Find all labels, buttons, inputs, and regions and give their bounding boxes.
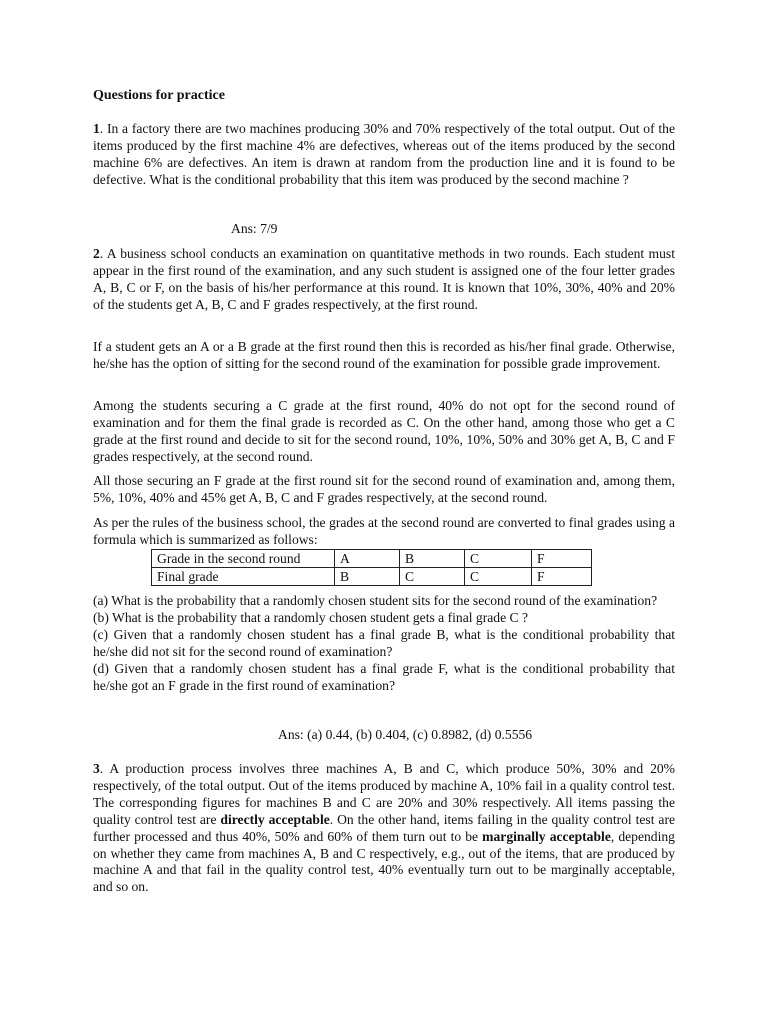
grade-conversion-table xyxy=(151,549,592,586)
question-3-text-2: . On the other hand, items failing in the quality control test are further processed and thus 40%, 50% and 60% of them turn out to be xyxy=(93,811,676,844)
table-row xyxy=(152,568,592,586)
table-row xyxy=(152,550,592,568)
directly-acceptable-term: directly acceptable xyxy=(220,811,330,827)
table-cell: F xyxy=(532,550,592,568)
question-3-number: 3 xyxy=(93,761,100,776)
table-cell: B xyxy=(335,568,400,586)
question-2-answer: Ans: (a) 0.44, (b) 0.404, (c) 0.8982, (d) 0.5556 xyxy=(278,727,533,742)
table-cell: C xyxy=(465,568,532,586)
table-cell: A xyxy=(335,550,400,568)
table-cell: F xyxy=(532,568,592,586)
question-2 xyxy=(93,246,675,314)
question-1-number: 1 xyxy=(93,121,100,136)
question-1 xyxy=(93,121,675,189)
subquestion-b: (b) What is the probability that a randomly chosen student gets a final grade C ? xyxy=(93,609,529,625)
subquestion-a: (a) What is the probability that a randomly chosen student sits for the second round of the examination? xyxy=(93,593,658,608)
question-3-text-3: , depending on whether they came from machines A, B and C respectively, e.g., out of the items, that are produced by machine A and that fail in the quality control test, 40% eventually turn out to be marginally acceptable, and so on. xyxy=(93,828,675,895)
question-2-text: . A business school conducts an examination on quantitative methods in two rounds. Each student must appear in the first round of the examination, and any such student is assigned one of the four letter grades A, B, C or F, on the basis of his/her performance at this round. It is known that 10%, 30%, 40% and 20% of the students get A, B, C and F grades respectively, at the first round. xyxy=(93,246,675,312)
question-3-text-1: . A production process involves three machines A, B and C, which produce 50%, 30% and 20% respectively, of the total output. Out of the items produced by machine A, 10% fail in a quality control test. The corresponding figures for machines B and C are 20% and 30% respectively. All items passing the quality control test are xyxy=(93,761,675,827)
question-1-text: . In a factory there are two machines producing 30% and 70% respectively of the total output. Out of the items produced by the first machine 4% are defectives, whereas out of the items produced by the second machine 6% are defectives. An item is drawn at random from the production line and it is found to be defective. What is the conditional probability that this item was produced by the second machine ? xyxy=(93,121,675,187)
question-1-answer: Ans: 7/9 xyxy=(231,221,278,236)
table-cell: C xyxy=(400,568,465,586)
page-heading: Questions for practice xyxy=(93,88,225,103)
question-2-paragraph-5: As per the rules of the business school, the grades at the second round are converted to final grades using a formula which is summarized as follows: xyxy=(93,515,675,547)
subquestion-c: (c) Given that a randomly chosen student has a final grade B, what is the conditional probability that he/she did not sit for the second round of examination? xyxy=(93,626,675,659)
marginally-acceptable-term: marginally acceptable xyxy=(482,828,611,844)
question-2-paragraph-2: If a student gets an A or a B grade at the first round then this is recorded as his/her final grade. Otherwise, he/she has the option of sitting for the second round of the examination for possible grade improvement. xyxy=(93,339,675,371)
question-2-paragraph-4: All those securing an F grade at the first round sit for the second round of examination and, among them, 5%, 10%, 40% and 45% get A, B, C and F grades respectively, at the second round. xyxy=(93,473,675,505)
question-2-subquestions xyxy=(93,593,675,694)
subquestion-d: (d) Given that a randomly chosen student has a final grade F, what is the conditional probability that he/she got an F grade in the first round of examination? xyxy=(93,660,675,693)
question-3 xyxy=(93,761,675,896)
question-2-paragraph-3: Among the students securing a C grade at the first round, 40% do not opt for the second round of examination and for them the final grade is recorded as C. On the other hand, among those who get a C grade at the first round and decide to sit for the second round, 10%, 10%, 50% and 30% get A, B, C and F grades respectively, at the second round. xyxy=(93,398,675,464)
table-cell: Grade in the second round xyxy=(152,550,335,568)
table-cell: B xyxy=(400,550,465,568)
table-cell: Final grade xyxy=(152,568,335,586)
question-2-number: 2 xyxy=(93,246,100,261)
table-cell: C xyxy=(465,550,532,568)
